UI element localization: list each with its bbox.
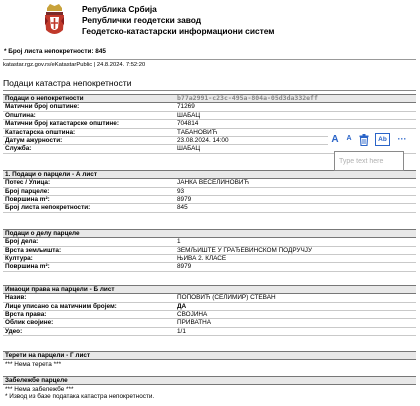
burdens-g-table	[3, 351, 416, 368]
row-value: 845	[175, 204, 416, 212]
parcel-part-table	[3, 229, 416, 272]
table-row	[3, 187, 416, 195]
more-options-button[interactable]: ···	[397, 134, 407, 145]
table-row	[3, 238, 416, 246]
notes-table	[3, 376, 416, 401]
table-row	[3, 327, 416, 335]
row-value: 704814	[175, 120, 416, 128]
row-label: Лице уписано са матичним бројем:	[3, 302, 175, 310]
row-label: Општина:	[3, 111, 175, 119]
row-label: Потес / Улица:	[3, 179, 175, 187]
row-value: 23.08.2024. 14:00	[175, 136, 416, 144]
row-label: Датум ажурности:	[3, 136, 175, 144]
table-row	[3, 111, 416, 119]
row-value: ДА	[175, 302, 416, 310]
table-row	[3, 103, 416, 111]
row-label: Број листа непокретности:	[3, 204, 175, 212]
row-value: 8979	[175, 196, 416, 204]
rights-b-table	[3, 285, 416, 336]
row-value: ШАБАЦ	[175, 145, 416, 153]
table-row	[3, 360, 416, 368]
source-url-timestamp: katastar.rgz.gov.rs/eKatastarPublic | 24.8.2024. 7:52:20	[3, 59, 416, 69]
parcel-a-heading: 1. Подаци о парцели - А лист	[3, 171, 416, 179]
row-value: ТАБАНОВИЋ	[175, 128, 416, 136]
table-heading-row	[3, 286, 416, 294]
table-row	[3, 311, 416, 319]
table-row	[3, 255, 416, 263]
row-value: ШАБАЦ	[175, 111, 416, 119]
burdens-g-heading: Терети на парцели - Г лист	[3, 352, 416, 360]
row-label: Број парцеле:	[3, 187, 175, 195]
table-row	[3, 302, 416, 310]
table-row	[3, 393, 416, 401]
property-uuid: b77a2991-c23c-495a-804a-05d3da332eff	[175, 95, 416, 103]
text-annotation-box[interactable]	[334, 151, 404, 171]
row-value: 1/1	[175, 327, 416, 335]
row-value: 8979	[175, 263, 416, 271]
table-heading-row	[3, 171, 416, 179]
org-line-1: Република Србија	[82, 4, 157, 14]
row-label: Удео:	[3, 327, 175, 335]
row-label: Површина m²:	[3, 196, 175, 204]
text-edit-toolbar	[328, 131, 418, 148]
notes-heading: Забележбе парцеле	[3, 377, 416, 385]
row-label: Култура:	[3, 255, 175, 263]
table-row	[3, 385, 416, 393]
table-row	[3, 179, 416, 187]
row-value: СВОЈИНА	[175, 311, 416, 319]
table-heading-row	[3, 377, 416, 385]
table-row	[3, 263, 416, 271]
document-number: * Број листа непокретности: 845	[4, 48, 106, 55]
row-label: Катастарска општина:	[3, 128, 175, 136]
table-heading-row	[3, 352, 416, 360]
row-label: Број дела:	[3, 238, 175, 246]
table-row	[3, 319, 416, 327]
table-row	[3, 204, 416, 212]
row-label: Матични број катастарске општине:	[3, 120, 175, 128]
increase-font-button[interactable]: A	[331, 133, 339, 145]
delete-button[interactable]	[357, 133, 371, 146]
parcel-a-table	[3, 170, 416, 213]
row-value: ЈАНКА ВЕСЕЛИНОВИЋ	[175, 179, 416, 187]
page-header	[0, 0, 420, 46]
property-data-heading: Подаци о непокретности	[3, 95, 175, 103]
annotation-text-input[interactable]	[335, 152, 403, 170]
row-label: Матични број општине:	[3, 103, 175, 111]
row-label: Служба:	[3, 145, 175, 153]
row-value: ЊИВА 2. КЛАСЕ	[175, 255, 416, 263]
rights-b-heading: Имаоци права на парцели - Б лист	[3, 286, 416, 294]
table-row	[3, 246, 416, 254]
table-row	[3, 120, 416, 128]
row-label: Назив:	[3, 294, 175, 302]
notes-note-1: *** Нема забележбе ***	[5, 385, 74, 393]
notes-note-2: * Извод из базе података катастра непокретности.	[5, 393, 155, 401]
row-value: ЗЕМЉИШТЕ У ГРАЂЕВИНСКОМ ПОДРУЧЈУ	[175, 246, 416, 254]
table-heading-row	[3, 230, 416, 238]
section-title: Подаци катастра непокретности	[3, 79, 416, 91]
table-row	[3, 294, 416, 302]
row-value: 1	[175, 238, 416, 246]
burdens-note: *** Нема терета ***	[5, 360, 62, 368]
row-value: 93	[175, 187, 416, 195]
row-label: Врста права:	[3, 311, 175, 319]
parcel-part-heading: Подаци о делу парцеле	[3, 230, 416, 238]
row-value: ПРИВАТНА	[175, 319, 416, 327]
org-line-2: Републички геодетски завод	[82, 15, 202, 25]
row-label: Површина m²:	[3, 263, 175, 271]
row-label: Врста земљишта:	[3, 246, 175, 254]
table-heading-row	[3, 95, 416, 103]
trash-icon	[359, 134, 369, 146]
coat-of-arms-icon	[44, 3, 65, 39]
row-value: 71269	[175, 103, 416, 111]
org-line-3: Геодетско-катастарски информациони систем	[82, 26, 275, 36]
decrease-font-button[interactable]: A	[346, 135, 352, 143]
table-row	[3, 196, 416, 204]
row-value: ПОПОВИЋ (СЕЛИМИР) СТЕВАН	[175, 294, 416, 302]
row-label: Облик својине:	[3, 319, 175, 327]
text-style-button[interactable]: Ab	[375, 133, 390, 146]
